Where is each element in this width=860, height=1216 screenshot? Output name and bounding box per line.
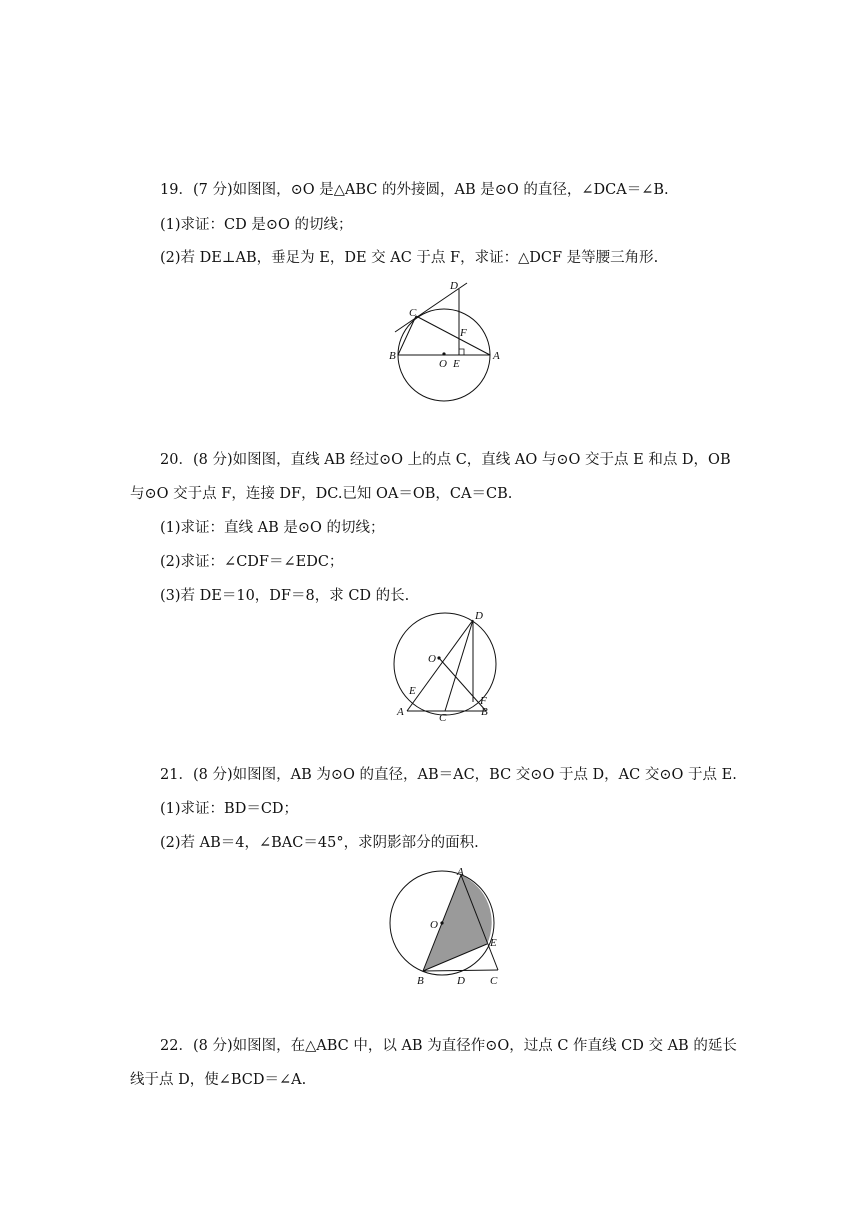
right-angle-mark (459, 349, 464, 355)
problem-21-figure (385, 865, 515, 990)
label-c: C (409, 307, 417, 319)
chord-ca (416, 316, 490, 355)
problem-21-part-2: (2)若 AB＝4，∠BAC＝45°，求阴影部分的面积. (160, 835, 479, 851)
line-ob (439, 658, 486, 711)
center-dot (440, 921, 443, 924)
label-f: F (480, 695, 487, 707)
problem-19-part-2: (2)若 DE⊥AB，垂足为 E，DE 交 AC 于点 F，求证：△DCF 是等腰三角形. (160, 250, 659, 266)
problem-22-line-2: 线于点 D，使∠BCD＝∠A. (130, 1072, 307, 1088)
label-b: B (481, 706, 488, 718)
label-a: A (457, 866, 464, 878)
problem-20-figure (385, 608, 515, 723)
label-a: A (493, 350, 500, 362)
label-c: C (490, 975, 498, 987)
label-o: O (428, 653, 436, 665)
label-d: D (457, 975, 465, 987)
label-e: E (490, 937, 497, 949)
center-dot (442, 352, 445, 355)
label-e: E (453, 358, 460, 370)
label-b: B (417, 975, 424, 987)
problem-20-part-3: (3)若 DE＝10，DF＝8，求 CD 的长. (160, 588, 410, 604)
line-dc (445, 620, 473, 711)
problem-21-line-1: 21．(8 分)如图图，AB 为⊙O 的直径，AB＝AC，BC 交⊙O 于点 D，AC 交⊙O 于点 E. (160, 767, 737, 783)
center-dot (437, 656, 440, 659)
chord-bc (398, 316, 416, 355)
label-f: F (460, 327, 467, 339)
label-d: D (475, 610, 483, 622)
problem-20-line-1: 20．(8 分)如图图，直线 AB 经过⊙O 上的点 C，直线 AO 与⊙O 交于点 E 和点 D，OB (160, 452, 731, 468)
label-b: B (389, 350, 396, 362)
problem-21-part-1: (1)求证：BD＝CD； (160, 801, 299, 817)
label-c: C (439, 712, 447, 723)
line-ad (407, 620, 473, 711)
label-a: A (397, 706, 404, 718)
problem-22-line-1: 22．(8 分)如图图，在△ABC 中，以 AB 为直径作⊙O，过点 C 作直线 CD 交 AB 的延长 (160, 1038, 737, 1054)
problem-20-part-1: (1)求证：直线 AB 是⊙O 的切线； (160, 520, 385, 536)
problem-20-line-2: 与⊙O 交于点 F，连接 DF，DC.已知 OA＝OB，CA＝CB. (130, 486, 513, 502)
problem-19-figure (385, 278, 515, 408)
problem-19-line-1: 19．(7 分)如图图，⊙O 是△ABC 的外接圆，AB 是⊙O 的直径，∠DCA＝∠B. (160, 182, 669, 198)
label-o: O (439, 358, 447, 370)
label-o: O (430, 919, 438, 931)
line-bc (423, 970, 498, 971)
problem-19-part-1: (1)求证：CD 是⊙O 的切线； (160, 217, 353, 233)
label-e: E (409, 685, 416, 697)
label-d: D (450, 280, 458, 292)
problem-20-part-2: (2)求证：∠CDF＝∠EDC； (160, 554, 344, 570)
